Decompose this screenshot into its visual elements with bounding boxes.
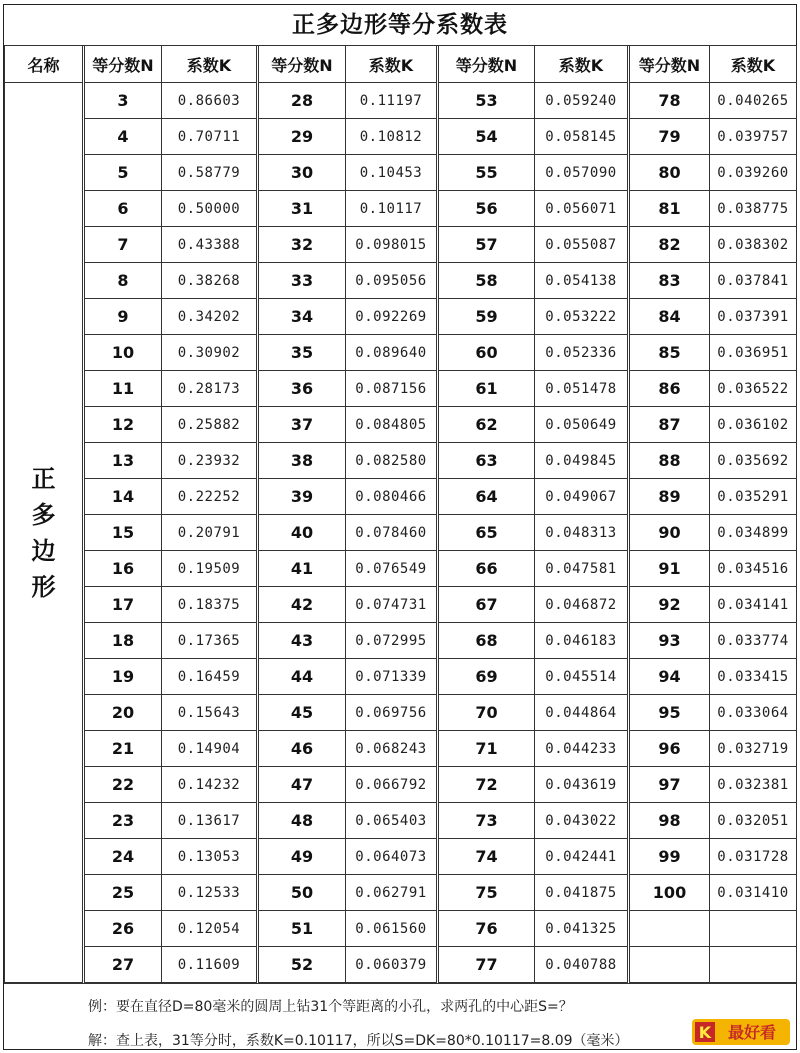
table-row: [5, 83, 797, 119]
cell-k: 0.30902: [162, 335, 258, 371]
header-n: 等分数N: [258, 46, 346, 83]
cell-n: 31: [258, 191, 346, 227]
table-row: [5, 119, 797, 155]
cell-n: 58: [438, 263, 535, 299]
table-row: [5, 839, 797, 875]
cell-n: 39: [258, 479, 346, 515]
cell-k: 0.038775: [710, 191, 797, 227]
cell-k: 0.084805: [346, 407, 438, 443]
cell-k: 0.049845: [535, 443, 629, 479]
table-row: [5, 947, 797, 983]
cell-k: 0.065403: [346, 803, 438, 839]
cell-k: 0.043619: [535, 767, 629, 803]
table-row: [5, 875, 797, 911]
cell-k: 0.34202: [162, 299, 258, 335]
cell-k: 0.040265: [710, 83, 797, 119]
cell-n: 66: [438, 551, 535, 587]
header-name: 名称: [5, 46, 84, 83]
table-row: [5, 299, 797, 335]
table-row: [5, 479, 797, 515]
coefficient-sheet: [3, 4, 797, 1050]
cell-n: 82: [629, 227, 710, 263]
cell-n: 10: [84, 335, 162, 371]
header-k: 系数K: [346, 46, 438, 83]
cell-k: 0.080466: [346, 479, 438, 515]
watermark-logo-icon: [692, 1018, 790, 1046]
cell-k: 0.076549: [346, 551, 438, 587]
row-name-char: 边: [31, 536, 56, 565]
cell-k: 0.035291: [710, 479, 797, 515]
cell-n: 3: [84, 83, 162, 119]
cell-n: 63: [438, 443, 535, 479]
cell-k: 0.38268: [162, 263, 258, 299]
cell-k: 0.072995: [346, 623, 438, 659]
cell-k: 0.044233: [535, 731, 629, 767]
cell-k: 0.053222: [535, 299, 629, 335]
cell-n: 42: [258, 587, 346, 623]
example-text: 例：要在直径D=80毫米的圆周上钻31个等距离的小孔，求两孔的中心距S=？: [88, 999, 573, 1015]
cell-n: 52: [258, 947, 346, 983]
cell-n: 19: [84, 659, 162, 695]
table-row: [5, 191, 797, 227]
cell-k: 0.14904: [162, 731, 258, 767]
cell-k: 0.036522: [710, 371, 797, 407]
cell-n: 8: [84, 263, 162, 299]
cell-n: 12: [84, 407, 162, 443]
cell-n: 5: [84, 155, 162, 191]
cell-n: 84: [629, 299, 710, 335]
cell-k: 0.25882: [162, 407, 258, 443]
cell-k: 0.034899: [710, 515, 797, 551]
cell-n: 57: [438, 227, 535, 263]
table-row: [5, 407, 797, 443]
cell-n: 13: [84, 443, 162, 479]
watermark-logo: [692, 1018, 790, 1046]
cell-k: 0.18375: [162, 587, 258, 623]
cell-k: 0.074731: [346, 587, 438, 623]
cell-n: [629, 911, 710, 947]
cell-k: 0.087156: [346, 371, 438, 407]
table-row: [5, 335, 797, 371]
cell-n: 70: [438, 695, 535, 731]
cell-k: [710, 947, 797, 983]
cell-k: 0.039757: [710, 119, 797, 155]
notes-section: [4, 983, 796, 1050]
cell-n: 24: [84, 839, 162, 875]
watermark-text: 最好看: [727, 1023, 777, 1042]
cell-k: 0.15643: [162, 695, 258, 731]
cell-n: 87: [629, 407, 710, 443]
cell-k: 0.20791: [162, 515, 258, 551]
cell-n: 7: [84, 227, 162, 263]
cell-n: 27: [84, 947, 162, 983]
cell-k: 0.22252: [162, 479, 258, 515]
row-name-char: 正: [31, 464, 56, 493]
cell-k: 0.036951: [710, 335, 797, 371]
table-row: [5, 227, 797, 263]
cell-n: 72: [438, 767, 535, 803]
cell-n: 97: [629, 767, 710, 803]
table-row: [5, 911, 797, 947]
table-row: [5, 695, 797, 731]
table-row: [5, 767, 797, 803]
cell-n: 11: [84, 371, 162, 407]
header-n: 等分数N: [84, 46, 162, 83]
cell-k: 0.13053: [162, 839, 258, 875]
table-row: [5, 515, 797, 551]
cell-k: 0.14232: [162, 767, 258, 803]
cell-k: 0.031728: [710, 839, 797, 875]
cell-k: 0.034516: [710, 551, 797, 587]
cell-k: 0.069756: [346, 695, 438, 731]
cell-k: 0.031410: [710, 875, 797, 911]
cell-k: 0.068243: [346, 731, 438, 767]
cell-k: 0.10117: [346, 191, 438, 227]
table-row: [5, 803, 797, 839]
cell-k: 0.17365: [162, 623, 258, 659]
cell-n: 22: [84, 767, 162, 803]
svg-text:K: K: [698, 1023, 712, 1042]
table-row: [5, 551, 797, 587]
cell-n: 53: [438, 83, 535, 119]
cell-n: 65: [438, 515, 535, 551]
cell-n: 92: [629, 587, 710, 623]
cell-n: 98: [629, 803, 710, 839]
cell-k: 0.060379: [346, 947, 438, 983]
cell-n: 44: [258, 659, 346, 695]
cell-n: 83: [629, 263, 710, 299]
cell-n: 18: [84, 623, 162, 659]
cell-k: [710, 911, 797, 947]
cell-n: 26: [84, 911, 162, 947]
cell-k: 0.092269: [346, 299, 438, 335]
cell-k: 0.054138: [535, 263, 629, 299]
cell-k: 0.061560: [346, 911, 438, 947]
row-name-cell: [5, 83, 84, 983]
cell-k: 0.13617: [162, 803, 258, 839]
header-k: 系数K: [535, 46, 629, 83]
cell-n: 29: [258, 119, 346, 155]
cell-n: 14: [84, 479, 162, 515]
cell-k: 0.43388: [162, 227, 258, 263]
cell-k: 0.16459: [162, 659, 258, 695]
cell-k: 0.095056: [346, 263, 438, 299]
cell-k: 0.089640: [346, 335, 438, 371]
cell-n: 60: [438, 335, 535, 371]
cell-n: 50: [258, 875, 346, 911]
cell-n: 41: [258, 551, 346, 587]
cell-k: 0.037391: [710, 299, 797, 335]
cell-k: 0.038302: [710, 227, 797, 263]
cell-k: 0.055087: [535, 227, 629, 263]
header-n: 等分数N: [629, 46, 710, 83]
cell-n: 61: [438, 371, 535, 407]
cell-k: 0.11197: [346, 83, 438, 119]
cell-k: 0.066792: [346, 767, 438, 803]
cell-n: 35: [258, 335, 346, 371]
cell-k: 0.10812: [346, 119, 438, 155]
cell-k: 0.043022: [535, 803, 629, 839]
cell-n: 95: [629, 695, 710, 731]
cell-k: 0.059240: [535, 83, 629, 119]
cell-k: 0.036102: [710, 407, 797, 443]
cell-k: 0.10453: [346, 155, 438, 191]
page-title: 正多边形等分系数表: [4, 5, 796, 46]
cell-n: 6: [84, 191, 162, 227]
header-n: 等分数N: [438, 46, 535, 83]
cell-k: 0.12533: [162, 875, 258, 911]
cell-n: 93: [629, 623, 710, 659]
cell-k: 0.23932: [162, 443, 258, 479]
cell-k: 0.046872: [535, 587, 629, 623]
cell-k: 0.11609: [162, 947, 258, 983]
cell-k: 0.040788: [535, 947, 629, 983]
cell-k: 0.048313: [535, 515, 629, 551]
cell-n: 40: [258, 515, 346, 551]
cell-k: 0.037841: [710, 263, 797, 299]
cell-k: 0.50000: [162, 191, 258, 227]
cell-n: 46: [258, 731, 346, 767]
cell-k: 0.062791: [346, 875, 438, 911]
cell-k: 0.041875: [535, 875, 629, 911]
table-row: [5, 659, 797, 695]
cell-n: 85: [629, 335, 710, 371]
cell-n: 36: [258, 371, 346, 407]
cell-k: 0.045514: [535, 659, 629, 695]
cell-n: 91: [629, 551, 710, 587]
cell-n: 23: [84, 803, 162, 839]
table-row: [5, 263, 797, 299]
cell-k: 0.032719: [710, 731, 797, 767]
cell-n: 90: [629, 515, 710, 551]
solution-text: 解：查上表，31等分时，系数K=0.10117，所以S=DK=80*0.10117=8.09（毫米）: [88, 1033, 629, 1049]
cell-n: 37: [258, 407, 346, 443]
cell-n: 68: [438, 623, 535, 659]
cell-k: 0.041325: [535, 911, 629, 947]
cell-k: 0.035692: [710, 443, 797, 479]
cell-k: 0.057090: [535, 155, 629, 191]
cell-n: 15: [84, 515, 162, 551]
cell-k: 0.12054: [162, 911, 258, 947]
cell-k: 0.082580: [346, 443, 438, 479]
cell-n: 62: [438, 407, 535, 443]
cell-n: 94: [629, 659, 710, 695]
cell-k: 0.052336: [535, 335, 629, 371]
cell-n: 56: [438, 191, 535, 227]
cell-n: 43: [258, 623, 346, 659]
coefficient-table: [4, 45, 797, 983]
table-row: [5, 443, 797, 479]
cell-k: 0.051478: [535, 371, 629, 407]
table-row: [5, 623, 797, 659]
cell-k: 0.056071: [535, 191, 629, 227]
cell-n: 89: [629, 479, 710, 515]
cell-n: 38: [258, 443, 346, 479]
cell-k: 0.098015: [346, 227, 438, 263]
cell-k: 0.19509: [162, 551, 258, 587]
table-row: [5, 371, 797, 407]
row-name-char: 形: [31, 572, 56, 601]
cell-n: 88: [629, 443, 710, 479]
cell-k: 0.049067: [535, 479, 629, 515]
cell-k: 0.071339: [346, 659, 438, 695]
table-body: [5, 83, 797, 983]
cell-n: 54: [438, 119, 535, 155]
cell-n: 99: [629, 839, 710, 875]
cell-n: 78: [629, 83, 710, 119]
cell-n: 16: [84, 551, 162, 587]
cell-k: 0.86603: [162, 83, 258, 119]
cell-n: [629, 947, 710, 983]
cell-k: 0.033064: [710, 695, 797, 731]
cell-n: 64: [438, 479, 535, 515]
cell-n: 59: [438, 299, 535, 335]
cell-n: 28: [258, 83, 346, 119]
header-row: [5, 46, 797, 83]
cell-n: 20: [84, 695, 162, 731]
cell-n: 51: [258, 911, 346, 947]
cell-n: 69: [438, 659, 535, 695]
cell-n: 45: [258, 695, 346, 731]
cell-n: 34: [258, 299, 346, 335]
cell-n: 49: [258, 839, 346, 875]
cell-n: 96: [629, 731, 710, 767]
cell-n: 86: [629, 371, 710, 407]
cell-k: 0.058145: [535, 119, 629, 155]
table-row: [5, 155, 797, 191]
cell-n: 100: [629, 875, 710, 911]
cell-n: 73: [438, 803, 535, 839]
cell-n: 80: [629, 155, 710, 191]
cell-k: 0.042441: [535, 839, 629, 875]
cell-k: 0.034141: [710, 587, 797, 623]
cell-n: 79: [629, 119, 710, 155]
cell-k: 0.032381: [710, 767, 797, 803]
cell-k: 0.70711: [162, 119, 258, 155]
cell-n: 30: [258, 155, 346, 191]
cell-k: 0.050649: [535, 407, 629, 443]
cell-n: 76: [438, 911, 535, 947]
cell-n: 21: [84, 731, 162, 767]
cell-k: 0.58779: [162, 155, 258, 191]
cell-k: 0.28173: [162, 371, 258, 407]
table-row: [5, 587, 797, 623]
cell-k: 0.032051: [710, 803, 797, 839]
cell-k: 0.044864: [535, 695, 629, 731]
cell-n: 77: [438, 947, 535, 983]
cell-n: 71: [438, 731, 535, 767]
cell-n: 74: [438, 839, 535, 875]
cell-n: 81: [629, 191, 710, 227]
cell-k: 0.033415: [710, 659, 797, 695]
cell-k: 0.064073: [346, 839, 438, 875]
cell-n: 25: [84, 875, 162, 911]
header-k: 系数K: [162, 46, 258, 83]
cell-k: 0.046183: [535, 623, 629, 659]
header-k: 系数K: [710, 46, 797, 83]
cell-n: 9: [84, 299, 162, 335]
cell-k: 0.078460: [346, 515, 438, 551]
cell-n: 75: [438, 875, 535, 911]
cell-n: 32: [258, 227, 346, 263]
cell-k: 0.047581: [535, 551, 629, 587]
row-name-char: 多: [31, 500, 56, 529]
cell-n: 67: [438, 587, 535, 623]
cell-n: 17: [84, 587, 162, 623]
cell-n: 48: [258, 803, 346, 839]
cell-k: 0.039260: [710, 155, 797, 191]
cell-n: 33: [258, 263, 346, 299]
cell-n: 55: [438, 155, 535, 191]
cell-n: 4: [84, 119, 162, 155]
table-row: [5, 731, 797, 767]
cell-n: 47: [258, 767, 346, 803]
cell-k: 0.033774: [710, 623, 797, 659]
